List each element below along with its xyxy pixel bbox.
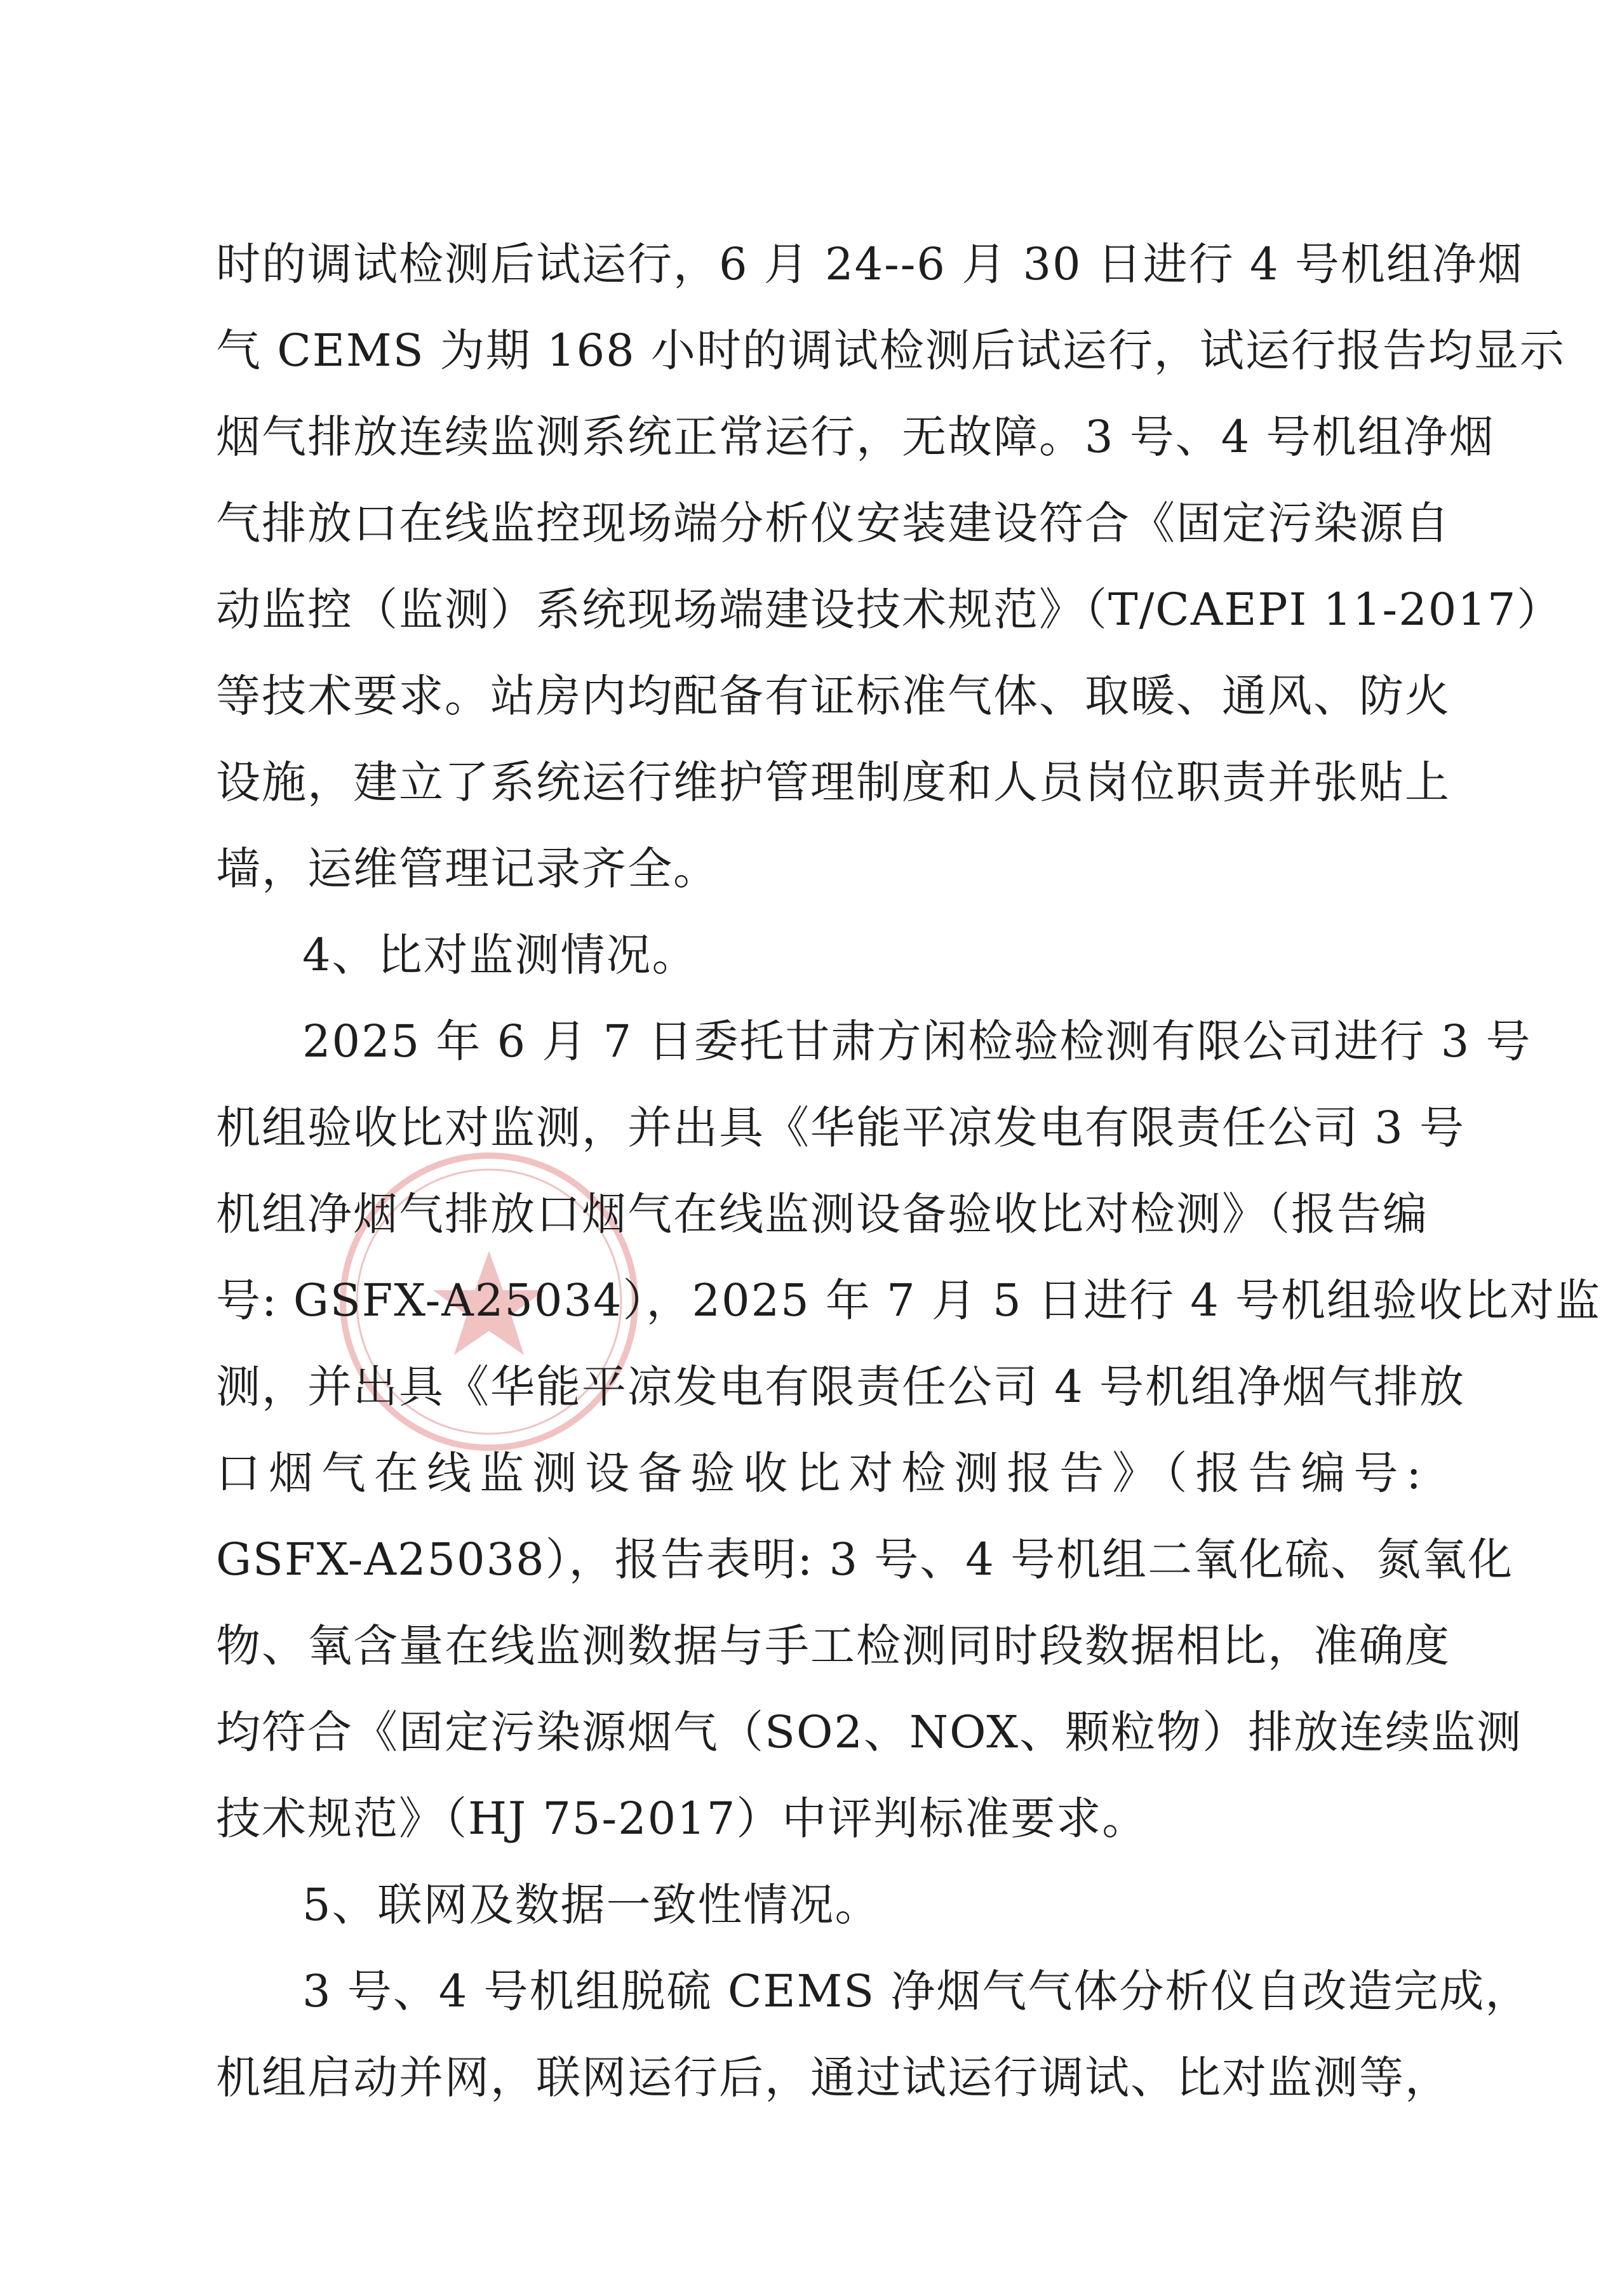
text-line: 物、氧含量在线监测数据与手工检测同时段数据相比，准确度 xyxy=(216,1620,1451,1672)
text-line: 机组净烟气排放口烟气在线监测设备验收比对检测》（报告编 xyxy=(216,1188,1428,1240)
text-line: 等技术要求。站房内均配备有证标准气体、取暖、通风、防火 xyxy=(216,670,1451,722)
text-line: 口烟气在线监测设备验收比对检测报告》（报告编号: xyxy=(216,1447,1423,1499)
text-line: 均符合《固定污染源烟气（SO2、NOX、颗粒物）排放连续监测 xyxy=(216,1706,1523,1758)
text-line: 气排放口在线监控现场端分析仪安装建设符合《固定污染源自 xyxy=(216,497,1451,549)
text-line: 号: GSFX-A25034），2025 年 7 月 5 日进行 4 号机组验收比对监 xyxy=(216,1274,1602,1326)
text-line: 墙，运维管理记录齐全。 xyxy=(216,843,719,895)
text-line: 测，并出具《华能平凉发电有限责任公司 4 号机组净烟气排放 xyxy=(216,1361,1466,1413)
text-line: 动监控（监测）系统现场端建设技术规范》（T/CAEPI 11-2017） xyxy=(216,584,1563,636)
text-line: 3 号、4 号机组脱硫 CEMS 净烟气气体分析仪自改造完成， xyxy=(302,1965,1531,2017)
text-line: 时的调试检测后试运行，6 月 24--6 月 30 日进行 4 号机组净烟 xyxy=(216,238,1524,290)
text-line: GSFX-A25038），报告表明: 3 号、4 号机组二氧化硫、氮氧化 xyxy=(216,1533,1514,1585)
section-heading: 4、比对监测情况。 xyxy=(302,929,698,981)
text-line: 气 CEMS 为期 168 小时的调试检测后试运行，试运行报告均显示 xyxy=(216,324,1565,377)
document-body xyxy=(216,221,1602,2121)
text-line: 技术规范》（HJ 75-2017）中评判标准要求。 xyxy=(216,1792,1148,1845)
text-line: 机组启动并网，联网运行后，通过试运行调试、比对监测等， xyxy=(216,2052,1451,2104)
text-line: 设施，建立了系统运行维护管理制度和人员岗位职责并张贴上 xyxy=(216,756,1451,808)
section-heading: 5、联网及数据一致性情况。 xyxy=(302,1879,881,1931)
text-line: 2025 年 6 月 7 日委托甘肃方闲检验检测有限公司进行 3 号 xyxy=(302,1015,1532,1067)
text-line: 机组验收比对监测，并出具《华能平凉发电有限责任公司 3 号 xyxy=(216,1102,1466,1154)
text-line: 烟气排放连续监测系统正常运行，无故障。3 号、4 号机组净烟 xyxy=(216,411,1495,463)
